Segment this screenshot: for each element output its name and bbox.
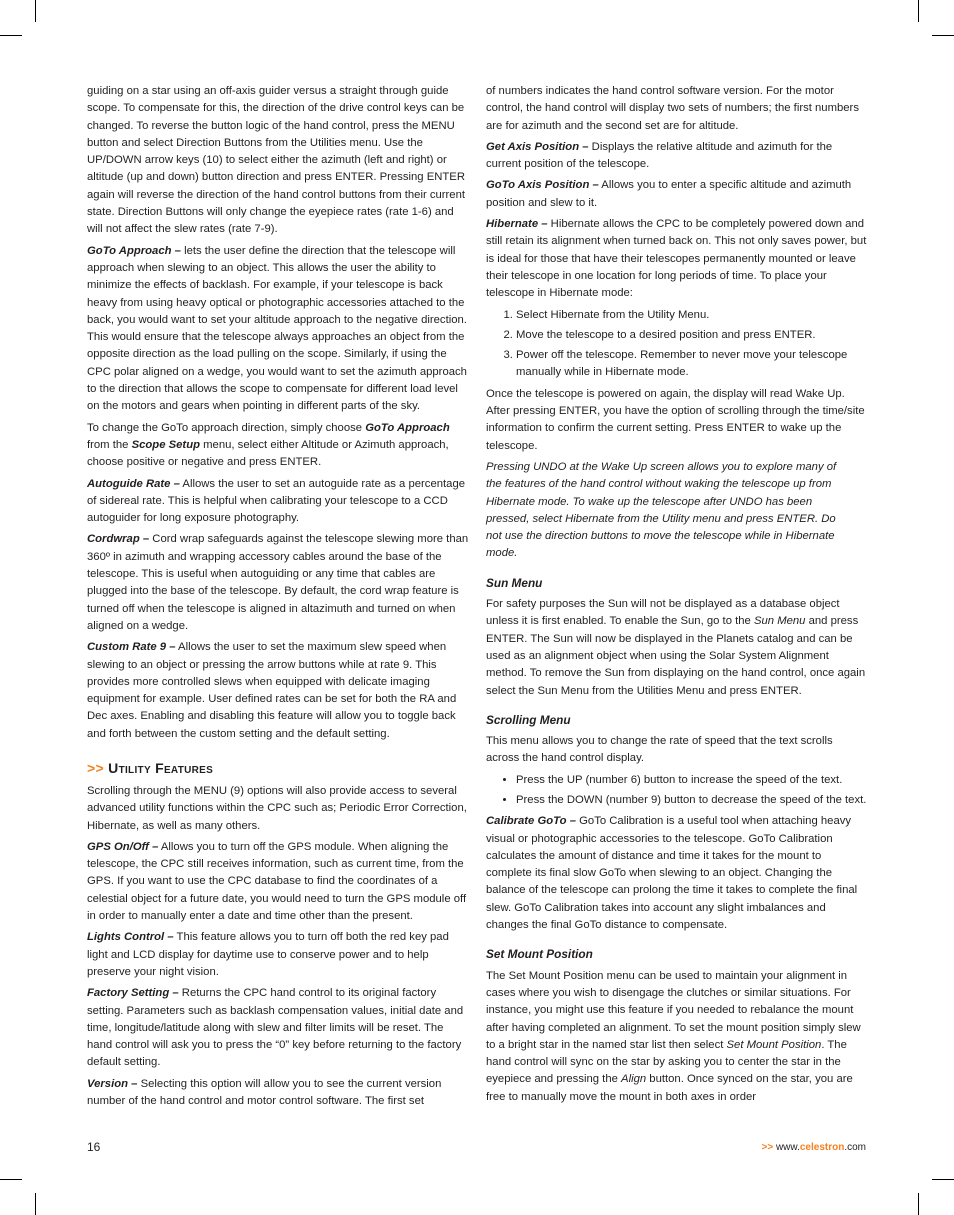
note-undo: Pressing UNDO at the Wake Up screen allows you to explore many of the features of the hand control without waking the telescope up from Hibernate mode. To wake up the telescope after UNDO has been pressed, select Hibernate from the Utility menu and press ENTER. Do not use the direction buttons to move the telescope while in Hibernate mode. [486, 460, 837, 560]
site-prefix: www. [775, 1142, 800, 1153]
text-gps: Allows you to turn off the GPS module. When aligning the telescope, the CPC still receives information, such as current time, from the GPS. If you want to use the CPC database to find the coordinates of a celestial object for a future date, you would need to turn the GPS module off in order to manually enter a date and time other than the present. [87, 840, 467, 923]
text-get-axis: Displays the relative altitude and azimuth for the current position of the telescope. [486, 140, 833, 171]
paragraph-gps [87, 839, 470, 925]
paragraph-scrolling: This menu allows you to change the rate of speed that the text scrolls across the hand control display. [486, 735, 833, 765]
list-item: • Press the DOWN (number 9) button to decrease the speed of the text. [516, 792, 867, 809]
paragraph-sun-menu [486, 596, 867, 700]
list-item: 3. Power off the telescope. Remember to never move your telescope manually while in Hibernate mode. [516, 347, 867, 382]
left-column [87, 83, 470, 1114]
paragraph-lights-control [87, 929, 470, 981]
text-set-mount-c: button. Once synced on the star, you are free to manually move the mount in both axes in order [486, 1073, 853, 1103]
section-heading-sun-menu: Sun Menu [486, 575, 543, 590]
text-change-goto-a: To change the GoTo approach direction, simply choose [87, 421, 366, 434]
term-autoguide-rate: Autoguide Rate – [87, 477, 180, 490]
paragraph-goto-approach [87, 243, 470, 416]
term-goto-approach: GoTo Approach – [87, 244, 181, 257]
text-factory-setting: Returns the CPC hand control to its original factory setting. Parameters such as backlash compensation values, initial date and time, longitude/latitude along with slew and filter limits will be reset. The hand control will ask you to press the “0” key before returning to the factory default setting. [87, 987, 464, 1069]
website-url[interactable] [761, 1142, 866, 1153]
right-column [486, 83, 867, 1110]
text-version: Selecting this option will allow you to see the current version number of the hand control and motor control software. The first set [87, 1077, 442, 1108]
scrolling-list [486, 772, 867, 810]
utility-heading-text: Utility Features [108, 759, 214, 776]
list-item: 1. Select Hibernate from the Utility Menu. [516, 307, 867, 324]
term-set-mount-position: Set Mount Position [726, 1038, 822, 1051]
paragraph-calibrate-goto [486, 813, 867, 934]
term-hibernate: Hibernate – [486, 218, 548, 231]
term-calibrate-goto: Calibrate GoTo – [486, 815, 576, 828]
term-sun-menu: Sun Menu [753, 615, 806, 628]
paragraph-direction-buttons: guiding on a star using an off-axis guider versus a straight through guide scope. To compensate for this, the direction of the drive control keys can be changed. To reverse the button logic of the hand control, press the MENU button and select Direction Buttons from the Utilities menu. Use the UP/DOWN arrow keys (10) to select either the azimuth (left and right) or altitude (up and down) button direction and press ENTER. Pressing ENTER again will reverse the direction of the hand control buttons from their current state. Direction Buttons will only change the eyepiece rates (rate 1-6) and will not affect the slew rates (rate 7-9). [87, 85, 466, 236]
page-number: 16 [87, 1140, 101, 1154]
text-custom-rate: Allows the user to set the maximum slew speed when slewing to an object or pressing the arrow buttons while at rate 9. This provides more controlled slews when equipped with delicate imaging equipment for example. User defined rates can be set for both the RA and Dec axes. Enabling and disabling this feature will allow you to toggle back and forth between the custom setting and the default setting. [87, 641, 457, 740]
text-lights-control: This feature allows you to turn off both the red key pad light and LCD display for daytime use to conserve power and to help preserve your night vision. [87, 931, 449, 978]
site-suffix: .com [844, 1142, 866, 1153]
section-heading-utility-features [87, 759, 470, 777]
term-goto-axis-position: GoTo Axis Position – [486, 179, 599, 192]
paragraph-change-goto [87, 420, 470, 472]
section-heading-scrolling-menu: Scrolling Menu [486, 712, 571, 727]
text-calibrate-goto: GoTo Calibration is a useful tool when attaching heavy visual or photographic accessories to the telescope. GoTo Calibration calculates the amount of distance and time it takes for the mount to complete its final slow GoTo when slewing to an object. Changing the balance of the telescope can prolong the time it takes to complete the final slew. GoTo Calibration takes into account any slight imbalances and changes the final GoTo distance to compensate. [486, 815, 858, 932]
paragraph-hibernate [486, 216, 867, 302]
paragraph-version-cont: of numbers indicates the hand control software version. For the motor control, the hand control will display two sets of numbers; the first numbers are for azimuth and the second set are for altitude. [486, 85, 859, 132]
crop-mark [35, 1193, 36, 1215]
paragraph-powered-on: Once the telescope is powered on again, the display will read Wake Up. After pressing ENTER, you have the option of scrolling through the time/site information to confirm the current setting. Press ENTER to wake up the telescope. [486, 387, 865, 452]
crop-mark [0, 35, 22, 36]
text-autoguide-rate: Allows the user to set an autoguide rate as a percentage of sidereal rate. This is helpful when calibrating your telescope to a CCD autoguider for long exposure photography. [87, 477, 466, 525]
term-cordwrap: Cordwrap – [87, 533, 150, 546]
text-goto-axis: Allows you to enter a specific altitude and azimuth position and slew to it. [486, 179, 852, 209]
text-change-goto-b: from the [87, 438, 132, 451]
term-align: Align [621, 1073, 647, 1086]
hibernate-steps-list [486, 307, 867, 382]
crop-mark [918, 1193, 919, 1215]
chevron-icon: >> [87, 759, 104, 776]
chevron-icon: >> [761, 1142, 774, 1153]
text-change-goto-c: menu, select either Altitude or Azimuth approach, choose positive or negative and press ENTER. [87, 438, 449, 469]
paragraph-cordwrap [87, 531, 470, 635]
text-set-mount-b: . The hand control will sync on the star by asking you to center the star in the eyepiece and pressing the [486, 1038, 847, 1086]
term-factory-setting: Factory Setting – [87, 987, 179, 1000]
paragraph-set-mount [486, 968, 867, 1106]
crop-mark [35, 0, 36, 22]
text-set-mount-a: The Set Mount Position menu can be used to maintain your alignment in cases where you wish to disengage the clutches or similar situations. For instance, you might use this feature if you needed to rebalance the mount after having completed an alignment. To set the mount position simply slew to a bright star in the named star list then select [486, 969, 861, 1051]
term-custom-rate: Custom Rate 9 – [87, 641, 176, 654]
paragraph-custom-rate [87, 639, 470, 743]
term-scope-setup: Scope Setup [131, 438, 200, 451]
text-goto-approach: lets the user define the direction that the telescope will approach when slewing to an object. This allows the user the ability to minimize the effects of backlash. For example, if your telescope is back heavy from using heavy optical or photographic accessories attached to the back, you would want to set your altitude approach to the negative direction. This would ensure that the telescope always approaches an object from the opposite direction as the load pulling on the scope. Similarly, if using the CPC polar aligned on a wedge, you would want to set the azimuth approach to the direction that allows the scope to compensate for different load level on the motors and gears when pointing in different parts of the sky. [87, 244, 467, 413]
paragraph-utility-intro: Scrolling through the MENU (9) options will also provide access to several advanced utility functions within the CPC such as; Periodic Error Correction, Hibernate, as well as many others. [87, 784, 467, 832]
term-version: Version – [87, 1077, 138, 1090]
text-sun-a: For safety purposes the Sun will not be displayed as a database object unless it is first enabled. To enable the Sun, go to the [486, 598, 840, 628]
site-brand: celestron [799, 1142, 845, 1153]
text-sun-b: and press ENTER. The Sun will now be displayed in the Planets catalog and can be used as an alignment object when using the Solar System Alignment method. To remove the Sun from displaying on the hand control, once again select the Sun Menu from the Utilities Menu and press ENTER. [486, 615, 866, 697]
paragraph-get-axis [486, 139, 867, 174]
crop-mark [0, 1179, 22, 1180]
paragraph-autoguide [87, 476, 470, 528]
text-hibernate: Hibernate allows the CPC to be completely powered down and still retain its alignment when turned back on. This not only saves power, but is ideal for those that have their telescopes permanently mounted or leave their telescope in one location for long periods of time. To place your telescope in Hibernate mode: [486, 218, 867, 300]
crop-mark [932, 1179, 954, 1180]
crop-mark [918, 0, 919, 22]
paragraph-goto-axis [486, 177, 867, 212]
section-heading-set-mount-position: Set Mount Position [486, 947, 593, 962]
crop-mark [932, 35, 954, 36]
term-get-axis-position: Get Axis Position – [486, 140, 589, 153]
list-item: 2. Move the telescope to a desired position and press ENTER. [516, 327, 867, 344]
paragraph-factory-setting [87, 985, 470, 1071]
text-cordwrap: Cord wrap safeguards against the telescope slewing more than 360º in azimuth and wrapping accessory cables around the base of the telescope. This is useful when autoguiding or any time that cables are plugged into the base of the telescope. By default, the cord wrap feature is turned off when the telescope is aligned in altazimuth and turned on when aligned on a wedge. [87, 533, 469, 632]
list-item: • Press the UP (number 6) button to increase the speed of the text. [516, 772, 867, 789]
term-gps-on-off: GPS On/Off – [87, 840, 159, 853]
term-goto-approach-inline: GoTo Approach [365, 421, 450, 434]
term-lights-control: Lights Control – [87, 931, 174, 944]
paragraph-version [87, 1076, 470, 1111]
